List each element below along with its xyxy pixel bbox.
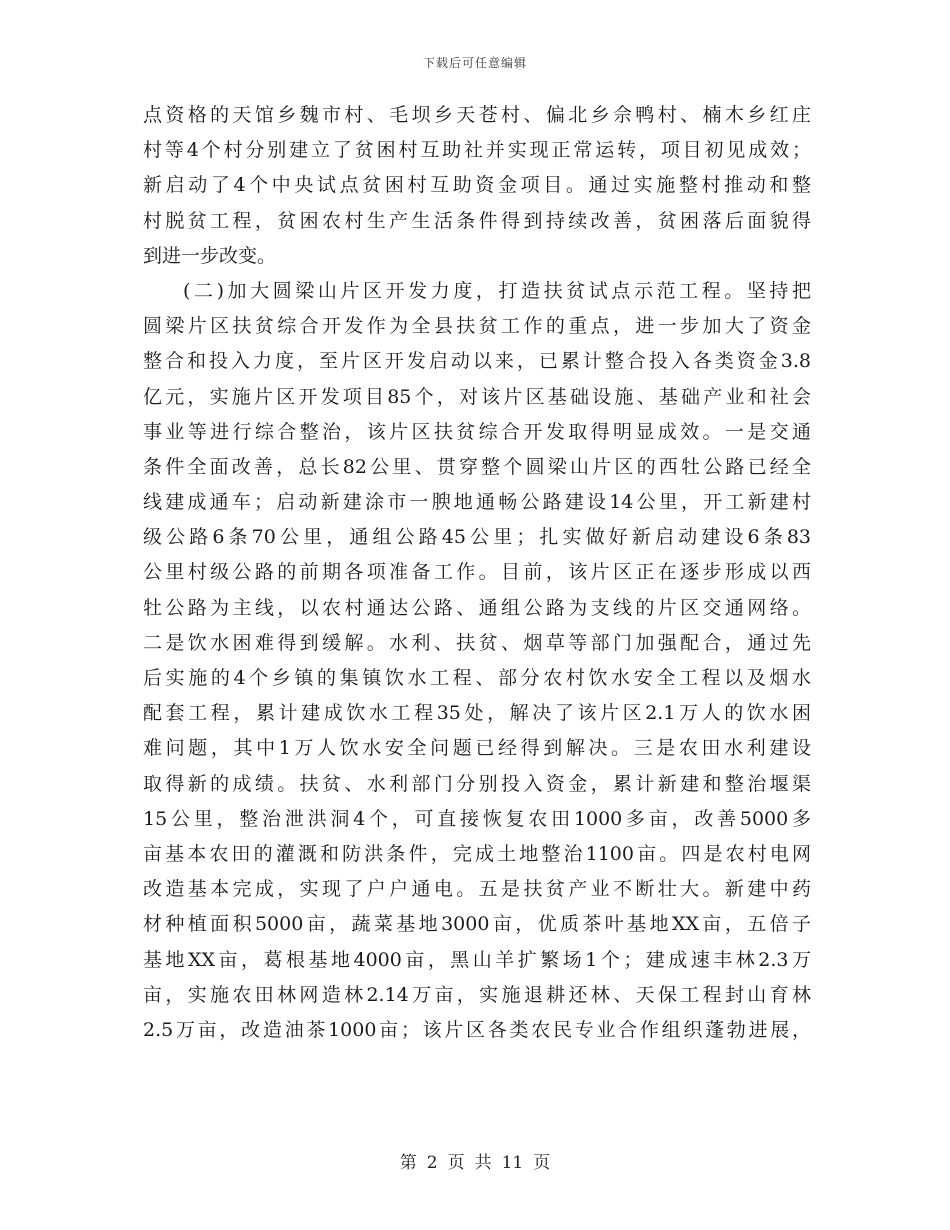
text-line: 亩，实施农田林网造林2.14万亩，实施退耕还林、天保工程封山育林 (143, 983, 811, 1006)
text-line: 圆梁片区扶贫综合开发作为全县扶贫工作的重点，进一步加大了资金 (143, 315, 811, 338)
text-line: 配套工程，累计建成饮水工程35处，解决了该片区2.1万人的饮水困 (143, 702, 811, 725)
text-line: 基地XX亩，葛根基地4000亩，黑山羊扩繁场1个；建成速丰林2.3万 (143, 948, 811, 971)
footer-prefix: 第 (399, 1153, 417, 1173)
page-total: 11 (501, 1153, 524, 1173)
text-line: 公里村级公路的前期各项准备工作。目前，该片区正在逐步形成以西 (143, 561, 811, 584)
paragraph-1 (143, 98, 811, 274)
text-line: 级公路6条70公里，通组公路45公里；扎实做好新启动建设6条83 (143, 526, 811, 549)
text-line: 线建成通车；启动新建涂市一腴地通畅公路建设14公里，开工新建村 (143, 491, 811, 514)
page-footer (0, 1148, 950, 1173)
footer-suffix: 页 (533, 1153, 551, 1173)
text-line: 点资格的天馆乡魏市村、毛坝乡天苍村、偏北乡佘鸭村、楠木乡红庄 (143, 104, 811, 126)
page-header: 下载后可任意编辑 (422, 56, 527, 70)
text-line: 亿元，实施片区开发项目85个，对该片区基础设施、基础产业和社会 (143, 385, 811, 408)
text-line: 事业等进行综合整治，该片区扶贫综合开发取得明显成效。一是交通 (143, 420, 811, 443)
text-line: 整合和投入力度，至片区开发启动以来，已累计整合投入各类资金3.8 (143, 350, 811, 373)
text-line: 取得新的成绩。扶贫、水利部门分别投入资金，累计新建和整治堰渠 (143, 772, 811, 795)
text-line: 到进一步改变。 (143, 244, 277, 267)
text-line: 后实施的4个乡镇的集镇饮水工程、部分农村饮水安全工程以及烟水 (143, 667, 811, 689)
text-line: (二)加大圆梁山片区开发力度，打造扶贫试点示范工程。坚持把 (183, 279, 811, 302)
text-line: 难问题，其中1万人饮水安全问题已经得到解决。三是农田水利建设 (143, 737, 811, 760)
text-line: 条件全面改善，总长82公里、贯穿整个圆梁山片区的西牡公路已经全 (143, 455, 811, 478)
text-line: 2.5万亩，改造油茶1000亩；该片区各类农民专业合作组织蓬勃进展， (143, 1018, 811, 1041)
footer-middle: 页 (447, 1153, 465, 1173)
document-body (143, 98, 811, 1048)
text-line: 亩基本农田的灌溉和防洪条件，完成土地整治1100亩。四是农村电网 (143, 842, 811, 865)
text-line: 新启动了4个中央试点贫困村互助资金项目。通过实施整村推动和整 (143, 174, 811, 197)
text-line: 改造基本完成，实现了户户通电。五是扶贫产业不断壮大。新建中药 (143, 878, 811, 901)
text-line: 15公里，整治泄洪洞4个，可直接恢复农田1000多亩，改善5000多 (143, 807, 811, 830)
text-line: 二是饮水困难得到缓解。水利、扶贫、烟草等部门加强配合，通过先 (143, 631, 811, 654)
footer-total-label: 共 (474, 1153, 492, 1173)
text-line: 牡公路为主线，以农村通达公路、通组公路为支线的片区交通网络。 (143, 596, 811, 619)
text-line: 村等4个村分别建立了贫困村互助社并实现正常运转，项目初见成效； (143, 139, 811, 162)
page-number: 2 (426, 1153, 438, 1173)
paragraph-2 (143, 274, 811, 1048)
text-line: 材种植面积5000亩，蔬菜基地3000亩，优质茶叶基地XX亩，五倍子 (143, 913, 811, 936)
text-line: 村脱贫工程，贫困农村生产生活条件得到持续改善，贫困落后面貌得 (143, 209, 811, 232)
